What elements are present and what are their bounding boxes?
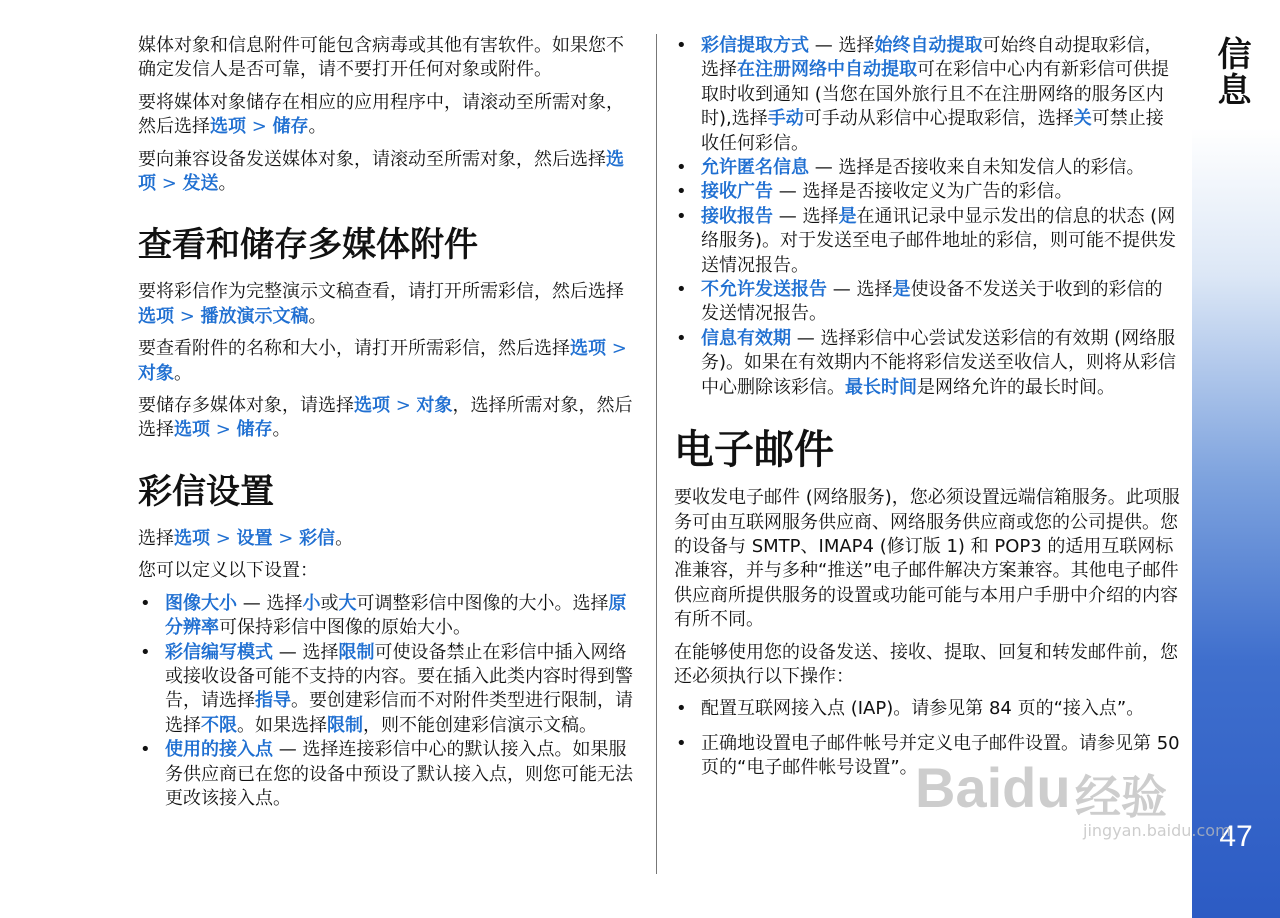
list-item: • 配置互联网接入点 (IAP)。请参见第 84 页的“接入点”。 bbox=[674, 697, 1180, 721]
menu-option-link: 选项 bbox=[138, 305, 174, 327]
menu-option-link: 发送 bbox=[182, 173, 219, 195]
right-column bbox=[674, 34, 1180, 791]
watermark-url: jingyan.baidu.com bbox=[1083, 821, 1231, 840]
list-item: • 不允许发送报告 — 选择是使设备不发送关于收到的彩信的发送情况报告。 bbox=[674, 278, 1180, 327]
text: 选择 bbox=[138, 527, 174, 549]
paragraph: 要储存多媒体对象，请选择选项 > 对象，选择所需对象，然后选择选项 > 储存。 bbox=[138, 395, 633, 441]
menu-option-link: 对象 bbox=[138, 362, 174, 384]
watermark-logo: Baidu bbox=[915, 756, 1071, 819]
chapter-sidebar bbox=[1192, 0, 1280, 918]
list-item: • 正确地设置电子邮件帐号并定义电子邮件设置。请参见第 50 页的“电子邮件帐号设置”。 bbox=[674, 732, 1180, 781]
menu-option-link: 设置 bbox=[236, 527, 273, 549]
paragraph: 要将彩信作为完整演示文稿查看，请打开所需彩信，然后选择选项 > 播放演示文稿。 bbox=[138, 281, 624, 327]
settings-list bbox=[138, 592, 640, 812]
watermark-text: 经验 bbox=[1075, 770, 1167, 824]
paragraph: 在能够使用您的设备发送、接收、提取、回复和转发邮件前，您还必须执行以下操作： bbox=[674, 641, 1178, 687]
list-item: • 彩信提取方式 — 选择始终自动提取可始终自动提取彩信，选择在注册网络中自动提取可在彩信中心内有新彩信可供提取时收到通知 (当您在国外旅行且不在注册网络的服务区内时),选择手动可手动从彩信中心提取彩信，选择关可禁止接收任何彩信。 bbox=[674, 34, 1180, 156]
menu-option-link: 选项 bbox=[174, 419, 210, 441]
paragraph: 要收发电子邮件 (网络服务)，您必须设置远端信箱服务。此项服务可由互联网服务供应商、网络服务供应商或您的公司提供。您的设备与 SMTP、IMAP4 (修订版 1) 和 POP3 的适用互联网标准兼容，并与多种“推送”电子邮件解决方案兼容。其他电子邮件供应商所提供服务的设置或功能可能与本用户手册中介绍的内容有所不同。 bbox=[674, 487, 1180, 631]
list-item: • 接收报告 — 选择是在通讯记录中显示发出的信息的状态 (网络服务)。对于发送至电子邮件地址的彩信，则可能不提供发送情况报告。 bbox=[674, 205, 1180, 278]
left-column bbox=[138, 34, 640, 819]
list-item: • 使用的接入点 — 选择连接彩信中心的默认接入点。如果服务供应商已在您的设备中预设了默认接入点，则您可能无法更改该接入点。 bbox=[138, 738, 640, 811]
menu-option-link: 对象 bbox=[416, 395, 453, 417]
menu-option-link: 选项 bbox=[354, 395, 390, 417]
chapter-title: 信息 bbox=[1211, 36, 1251, 108]
section-heading: 查看和储存多媒体附件 bbox=[138, 225, 478, 266]
text: 媒体对象和信息附件可能包含病毒或其他有害软件。如果您不确定发信人是否可靠，请不要打开任何对象或附件。 bbox=[138, 35, 624, 81]
menu-option-link: 播放演示文稿 bbox=[200, 305, 309, 327]
paragraph: 您可以定义以下设置： bbox=[138, 560, 318, 582]
text: 要将媒体对象储存在相应的应用程序中，请滚动至所需对象，然后选择 bbox=[138, 91, 624, 138]
menu-option-link: 选项 bbox=[570, 338, 606, 360]
section-heading: 电子邮件 bbox=[674, 427, 834, 474]
column-divider bbox=[656, 34, 657, 874]
menu-option-link: 选项 bbox=[138, 148, 624, 195]
menu-option-link: 储存 bbox=[236, 419, 273, 441]
paragraph: 要查看附件的名称和大小，请打开所需彩信，然后选择选项 > 对象。 bbox=[138, 338, 627, 384]
list-item: • 彩信编写模式 — 选择限制可使设备禁止在彩信中插入网络或接收设备可能不支持的内容。要在插入此类内容时得到警告，请选择指导。要创建彩信而不对附件类型进行限制，请选择不限。如果选择限制，则不能创建彩信演示文稿。 bbox=[138, 641, 640, 739]
requirements-list bbox=[674, 697, 1180, 780]
menu-option-link: 储存 bbox=[272, 116, 309, 138]
text: 要储存多媒体对象，请选择 bbox=[138, 395, 354, 417]
section-heading: 彩信设置 bbox=[138, 471, 274, 512]
menu-option-link: 选项 bbox=[210, 116, 246, 138]
list-item: • 接收广告 — 选择是否接收定义为广告的彩信。 bbox=[674, 180, 1180, 204]
text: 要查看附件的名称和大小，请打开所需彩信，然后选择 bbox=[138, 338, 570, 360]
list-item: • 图像大小 — 选择小或大可调整彩信中图像的大小。选择原分辨率可保持彩信中图像的原始大小。 bbox=[138, 592, 640, 641]
page-number: 47 bbox=[1219, 820, 1253, 853]
settings-list bbox=[674, 34, 1180, 400]
menu-option-link: 彩信 bbox=[299, 527, 336, 549]
paragraph: 要向兼容设备发送媒体对象，请滚动至所需对象，然后选择选项 > 发送。 bbox=[138, 148, 624, 195]
text: ，选择所需对象，然后选择 bbox=[138, 395, 633, 441]
paragraph: 要将媒体对象储存在相应的应用程序中，请滚动至所需对象，然后选择选项 > 储存。 bbox=[138, 91, 624, 138]
list-item: • 允许匿名信息 — 选择是否接收来自未知发信人的彩信。 bbox=[674, 156, 1180, 180]
paragraph bbox=[138, 34, 640, 83]
text: 要将彩信作为完整演示文稿查看，请打开所需彩信，然后选择 bbox=[138, 281, 624, 303]
list-item: • 信息有效期 — 选择彩信中心尝试发送彩信的有效期 (网络服务)。如果在有效期内不能将彩信发送至收信人，则将从彩信中心删除该彩信。最长时间是网络允许的最长时间。 bbox=[674, 327, 1180, 400]
menu-option-link: 选项 bbox=[174, 527, 210, 549]
paragraph: 选择选项 > 设置 > 彩信。 bbox=[138, 527, 354, 549]
text: 要向兼容设备发送媒体对象，请滚动至所需对象，然后选择 bbox=[138, 148, 606, 170]
